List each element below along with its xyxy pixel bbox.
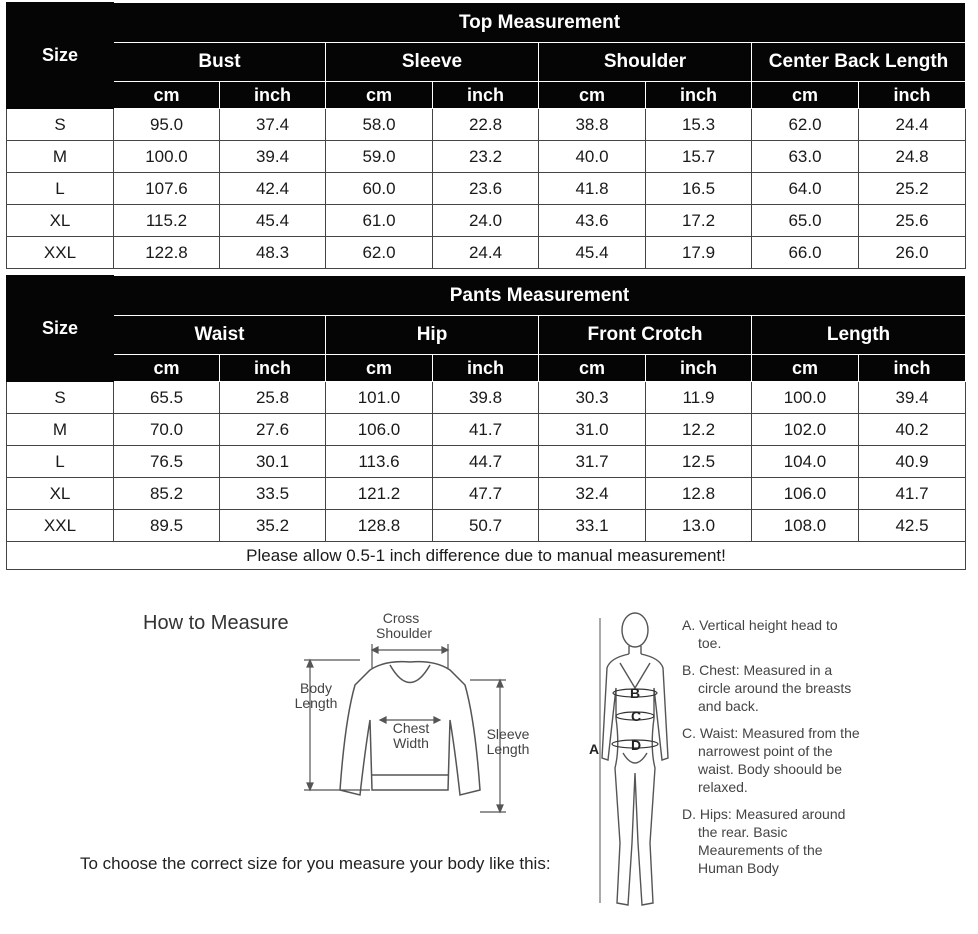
table-cell: 12.2 bbox=[646, 414, 752, 446]
table-cell: 12.8 bbox=[646, 478, 752, 510]
table-cell: 33.1 bbox=[539, 510, 646, 542]
table-cell: 16.5 bbox=[646, 173, 752, 205]
top-group-header: Center Back Length bbox=[752, 43, 966, 82]
table-cell: 25.6 bbox=[859, 205, 966, 237]
table-cell: 41.8 bbox=[539, 173, 646, 205]
pants-unit-header: cm bbox=[752, 355, 859, 382]
pants-unit-header: cm bbox=[539, 355, 646, 382]
table-row bbox=[7, 478, 966, 510]
size-cell: S bbox=[7, 382, 114, 414]
table-cell: 39.8 bbox=[433, 382, 539, 414]
top-table-title: Top Measurement bbox=[114, 3, 966, 43]
table-row bbox=[7, 141, 966, 173]
top-unit-header: inch bbox=[220, 82, 326, 109]
top-size-header: Size bbox=[7, 3, 114, 109]
table-cell: 44.7 bbox=[433, 446, 539, 478]
size-cell: M bbox=[7, 414, 114, 446]
table-cell: 33.5 bbox=[220, 478, 326, 510]
top-unit-header: cm bbox=[539, 82, 646, 109]
table-row bbox=[7, 414, 966, 446]
table-cell: 31.7 bbox=[539, 446, 646, 478]
top-group-header: Bust bbox=[114, 43, 326, 82]
table-cell: 122.8 bbox=[114, 237, 220, 269]
table-cell: 30.1 bbox=[220, 446, 326, 478]
table-cell: 100.0 bbox=[114, 141, 220, 173]
pants-unit-header: inch bbox=[220, 355, 326, 382]
table-row bbox=[7, 382, 966, 414]
table-cell: 23.2 bbox=[433, 141, 539, 173]
marker-d: D bbox=[631, 737, 642, 753]
table-cell: 66.0 bbox=[752, 237, 859, 269]
top-unit-header: inch bbox=[646, 82, 752, 109]
table-cell: 113.6 bbox=[326, 446, 433, 478]
table-cell: 24.4 bbox=[433, 237, 539, 269]
table-cell: 37.4 bbox=[220, 109, 326, 141]
pants-unit-header: cm bbox=[114, 355, 220, 382]
top-measurement-table bbox=[6, 2, 966, 269]
table-cell: 107.6 bbox=[114, 173, 220, 205]
table-cell: 106.0 bbox=[752, 478, 859, 510]
table-cell: 17.2 bbox=[646, 205, 752, 237]
size-cell: XXL bbox=[7, 510, 114, 542]
table-cell: 12.5 bbox=[646, 446, 752, 478]
table-row bbox=[7, 446, 966, 478]
size-cell: L bbox=[7, 173, 114, 205]
marker-b: B bbox=[630, 685, 641, 701]
table-cell: 47.7 bbox=[433, 478, 539, 510]
top-unit-header: cm bbox=[326, 82, 433, 109]
table-cell: 62.0 bbox=[752, 109, 859, 141]
table-row bbox=[7, 173, 966, 205]
chest-width-label: Chest Width bbox=[392, 720, 430, 751]
table-cell: 23.6 bbox=[433, 173, 539, 205]
table-cell: 11.9 bbox=[646, 382, 752, 414]
how-to-measure-title: How to Measure bbox=[143, 612, 289, 634]
top-group-header: Shoulder bbox=[539, 43, 752, 82]
choose-size-text: To choose the correct size for you measure your body like this: bbox=[80, 854, 551, 873]
table-row bbox=[7, 237, 966, 269]
table-cell: 63.0 bbox=[752, 141, 859, 173]
top-unit-header: cm bbox=[114, 82, 220, 109]
size-cell: XL bbox=[7, 205, 114, 237]
measurement-note: Please allow 0.5-1 inch difference due to manual measurement! bbox=[7, 542, 966, 570]
table-cell: 62.0 bbox=[326, 237, 433, 269]
table-row bbox=[7, 109, 966, 141]
note-item: C. Waist: Measured from the narrowest point of the waist. Body shoould be relaxed. bbox=[682, 725, 860, 795]
table-cell: 25.8 bbox=[220, 382, 326, 414]
table-cell: 108.0 bbox=[752, 510, 859, 542]
table-cell: 15.3 bbox=[646, 109, 752, 141]
table-cell: 24.4 bbox=[859, 109, 966, 141]
table-row bbox=[7, 510, 966, 542]
table-cell: 60.0 bbox=[326, 173, 433, 205]
table-cell: 89.5 bbox=[114, 510, 220, 542]
sleeve-length-label: Sleeve Length bbox=[486, 726, 530, 757]
table-cell: 40.2 bbox=[859, 414, 966, 446]
marker-a: A bbox=[589, 741, 600, 757]
top-unit-header: cm bbox=[752, 82, 859, 109]
table-cell: 48.3 bbox=[220, 237, 326, 269]
note-item: D. Hips: Measured around the rear. Basic Meaurements of the Human Body bbox=[682, 806, 846, 876]
pants-unit-header: inch bbox=[859, 355, 966, 382]
table-cell: 58.0 bbox=[326, 109, 433, 141]
table-cell: 25.2 bbox=[859, 173, 966, 205]
table-cell: 121.2 bbox=[326, 478, 433, 510]
table-cell: 42.5 bbox=[859, 510, 966, 542]
table-cell: 41.7 bbox=[859, 478, 966, 510]
table-cell: 15.7 bbox=[646, 141, 752, 173]
marker-c: C bbox=[631, 708, 642, 724]
table-cell: 40.9 bbox=[859, 446, 966, 478]
table-cell: 104.0 bbox=[752, 446, 859, 478]
table-cell: 38.8 bbox=[539, 109, 646, 141]
note-item: A. Vertical height head to toe. bbox=[682, 617, 838, 651]
pants-table-title: Pants Measurement bbox=[114, 276, 966, 316]
table-cell: 76.5 bbox=[114, 446, 220, 478]
table-row bbox=[7, 205, 966, 237]
table-cell: 65.5 bbox=[114, 382, 220, 414]
pants-measurement-table bbox=[6, 275, 966, 570]
pants-size-header: Size bbox=[7, 276, 114, 382]
table-cell: 35.2 bbox=[220, 510, 326, 542]
size-cell: S bbox=[7, 109, 114, 141]
table-cell: 17.9 bbox=[646, 237, 752, 269]
table-cell: 26.0 bbox=[859, 237, 966, 269]
table-cell: 65.0 bbox=[752, 205, 859, 237]
pants-group-header: Length bbox=[752, 316, 966, 355]
table-cell: 41.7 bbox=[433, 414, 539, 446]
table-cell: 31.0 bbox=[539, 414, 646, 446]
table-cell: 70.0 bbox=[114, 414, 220, 446]
top-unit-header: inch bbox=[433, 82, 539, 109]
body-length-label: Body Length bbox=[294, 680, 338, 711]
table-cell: 106.0 bbox=[326, 414, 433, 446]
table-cell: 45.4 bbox=[220, 205, 326, 237]
table-cell: 27.6 bbox=[220, 414, 326, 446]
pants-group-header: Hip bbox=[326, 316, 539, 355]
table-cell: 39.4 bbox=[859, 382, 966, 414]
top-unit-header: inch bbox=[859, 82, 966, 109]
top-group-header: Sleeve bbox=[326, 43, 539, 82]
table-cell: 95.0 bbox=[114, 109, 220, 141]
table-cell: 24.8 bbox=[859, 141, 966, 173]
table-cell: 115.2 bbox=[114, 205, 220, 237]
body-figure-diagram bbox=[590, 608, 680, 913]
note-item: B. Chest: Measured in a circle around the breasts and back. bbox=[682, 662, 852, 714]
pants-group-header: Front Crotch bbox=[539, 316, 752, 355]
pants-unit-header: inch bbox=[646, 355, 752, 382]
table-cell: 101.0 bbox=[326, 382, 433, 414]
table-cell: 50.7 bbox=[433, 510, 539, 542]
table-cell: 64.0 bbox=[752, 173, 859, 205]
table-cell: 24.0 bbox=[433, 205, 539, 237]
table-cell: 59.0 bbox=[326, 141, 433, 173]
measurement-notes bbox=[682, 616, 862, 886]
table-cell: 128.8 bbox=[326, 510, 433, 542]
table-cell: 61.0 bbox=[326, 205, 433, 237]
size-cell: M bbox=[7, 141, 114, 173]
table-cell: 30.3 bbox=[539, 382, 646, 414]
table-cell: 100.0 bbox=[752, 382, 859, 414]
table-cell: 45.4 bbox=[539, 237, 646, 269]
table-cell: 32.4 bbox=[539, 478, 646, 510]
cross-shoulder-label: Cross Shoulder bbox=[376, 610, 433, 641]
pants-unit-header: cm bbox=[326, 355, 433, 382]
pants-group-header: Waist bbox=[114, 316, 326, 355]
table-cell: 40.0 bbox=[539, 141, 646, 173]
table-cell: 42.4 bbox=[220, 173, 326, 205]
table-cell: 85.2 bbox=[114, 478, 220, 510]
pants-unit-header: inch bbox=[433, 355, 539, 382]
table-cell: 13.0 bbox=[646, 510, 752, 542]
size-cell: XXL bbox=[7, 237, 114, 269]
table-cell: 43.6 bbox=[539, 205, 646, 237]
table-cell: 39.4 bbox=[220, 141, 326, 173]
table-cell: 102.0 bbox=[752, 414, 859, 446]
table-cell: 22.8 bbox=[433, 109, 539, 141]
size-cell: XL bbox=[7, 478, 114, 510]
size-cell: L bbox=[7, 446, 114, 478]
